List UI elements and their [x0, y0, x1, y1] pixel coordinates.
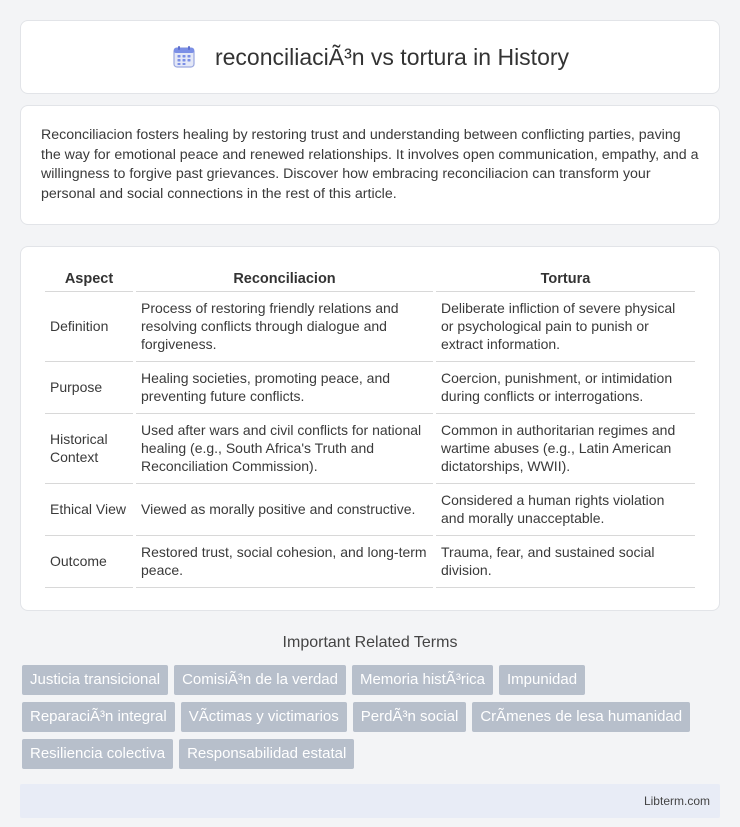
related-term-tag[interactable]: Justicia transicional: [22, 665, 168, 695]
header-reconciliacion: Reconciliacion: [136, 265, 433, 292]
related-term-tag[interactable]: PerdÃ³n social: [353, 702, 467, 732]
row-tortura: Coercion, punishment, or intimidation during conflicts or interrogations.: [436, 362, 695, 414]
row-aspect: Outcome: [45, 536, 133, 588]
table-header-row: [45, 265, 695, 292]
related-term-tag[interactable]: Responsabilidad estatal: [179, 739, 354, 769]
footer-brand-link[interactable]: Libterm.com: [643, 794, 710, 809]
row-reconciliacion: Healing societies, promoting peace, and preventing future conflicts.: [136, 362, 433, 414]
related-term-tag[interactable]: Memoria histÃ³rica: [352, 665, 493, 695]
related-term-tag[interactable]: Impunidad: [499, 665, 585, 695]
intro-card: [20, 105, 720, 225]
row-reconciliacion: Process of restoring friendly relations and resolving conflicts through dialogue and forgiveness.: [136, 292, 433, 362]
page-header: [20, 20, 720, 94]
row-tortura: Common in authoritarian regimes and wartime abuses (e.g., Latin American dictatorships, WWII).: [436, 414, 695, 484]
header-aspect: Aspect: [45, 265, 133, 292]
page-title: reconciliaciÃ³n vs tortura in History: [214, 43, 570, 70]
row-reconciliacion: Used after wars and civil conflicts for national healing (e.g., South Africa's Truth and Reconciliation Commission).: [136, 414, 433, 484]
table-row: [45, 362, 695, 414]
row-reconciliacion: Restored trust, social cohesion, and long-term peace.: [136, 536, 433, 588]
footer: [20, 784, 720, 818]
related-term-tag[interactable]: VÃctimas y victimarios: [181, 702, 347, 732]
related-term-tag[interactable]: ComisiÃ³n de la verdad: [174, 665, 346, 695]
row-aspect: Historical Context: [45, 414, 133, 484]
row-aspect: Definition: [45, 292, 133, 362]
row-tortura: Considered a human rights violation and morally unacceptable.: [436, 484, 695, 536]
related-term-tag[interactable]: CrÃmenes de lesa humanidad: [472, 702, 690, 732]
comparison-card: [20, 246, 720, 611]
related-term-tag[interactable]: ReparaciÃ³n integral: [22, 702, 175, 732]
row-reconciliacion: Viewed as morally positive and constructive.: [136, 484, 433, 536]
row-aspect: Purpose: [45, 362, 133, 414]
comparison-table: [42, 265, 698, 588]
related-term-tag[interactable]: Resiliencia colectiva: [22, 739, 173, 769]
table-row: [45, 414, 695, 484]
row-tortura: Deliberate infliction of severe physical or psychological pain to punish or extract information.: [436, 292, 695, 362]
table-row: [45, 292, 695, 362]
header-tortura: Tortura: [436, 265, 695, 292]
calendar-icon: [171, 44, 197, 70]
row-aspect: Ethical View: [45, 484, 133, 536]
intro-text: Reconciliacion fosters healing by restoring trust and understanding between conflicting parties, paving the way for emotional peace and renewed relationships. It involves open communication, empathy, and a willingness to forgive past grievances. Discover how embracing reconciliacion can transform your personal and social connections in the rest of this article.: [41, 127, 699, 202]
related-terms-title: Important Related Terms: [282, 634, 458, 652]
table-row: [45, 536, 695, 588]
related-terms-list: [20, 665, 720, 769]
table-row: [45, 484, 695, 536]
row-tortura: Trauma, fear, and sustained social division.: [436, 536, 695, 588]
